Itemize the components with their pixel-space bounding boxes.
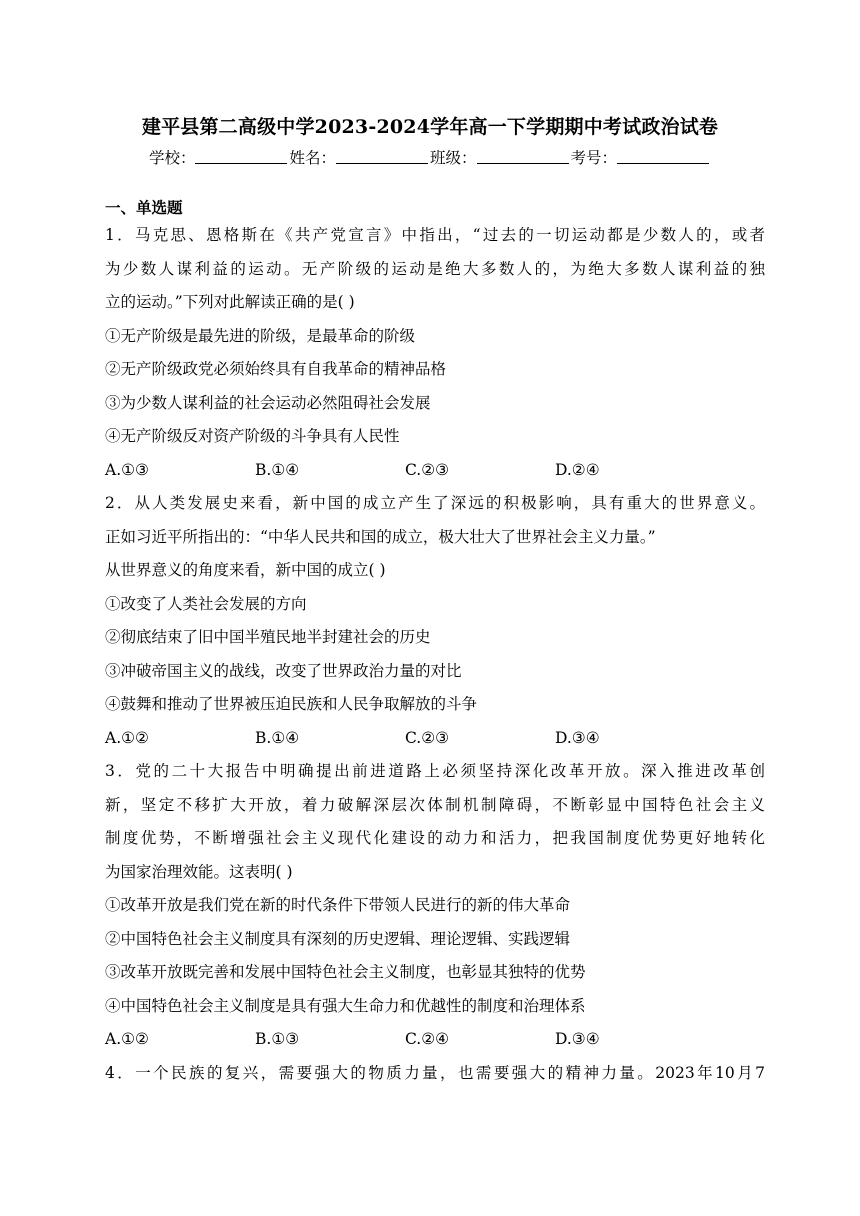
question-2 — [105, 487, 765, 755]
option-d[interactable]: D.②④ — [555, 460, 600, 479]
statement-item: ②无产阶级政党必须始终具有自我革命的精神品格 — [105, 360, 447, 378]
question-stem-line: 从世界意义的角度来看，新中国的成立( ) — [105, 561, 386, 579]
section-heading: 一、单选题 — [105, 198, 183, 217]
statement-item: ①改革开放是我们党在新的时代条件下带领人民进行的新的伟大革命 — [105, 896, 571, 914]
option-d[interactable]: D.③④ — [555, 1030, 600, 1048]
statement-item: ④鼓舞和推动了世界被压迫民族和人民争取解放的斗争 — [105, 695, 478, 713]
question-stem-line: 为国家治理效能。这表明( ) — [105, 862, 293, 881]
exam-number-blank[interactable] — [617, 149, 709, 164]
name-label: 姓名： — [289, 149, 336, 167]
statement-item: ②中国特色社会主义制度具有深刻的历史逻辑、理论逻辑、实践逻辑 — [105, 929, 571, 948]
question-stem-line: 2．从人类发展史来看，新中国的成立产生了深远的积极影响，具有重大的世界意义。 — [105, 494, 765, 512]
option-a[interactable]: A.①③ — [105, 460, 149, 479]
question-stem-line: 3．党的二十大报告中明确提出前进道路上必须坚持深化改革开放。深入推进改革创 — [105, 762, 765, 780]
school-blank[interactable] — [195, 149, 287, 164]
question-stem-line: 立的运动。”下列对此解读正确的是( ) — [105, 293, 355, 311]
option-a[interactable]: A.①② — [105, 728, 149, 747]
name-blank[interactable] — [336, 149, 428, 164]
statement-item: ④无产阶级反对资产阶级的斗争具有人民性 — [105, 427, 400, 445]
option-c[interactable]: C.②③ — [405, 728, 450, 747]
question-3 — [105, 755, 765, 1057]
option-a[interactable]: A.①② — [105, 1030, 149, 1048]
question-1 — [105, 219, 765, 487]
option-c[interactable]: C.②④ — [405, 1030, 450, 1048]
question-stem-line: 新，坚定不移扩大开放，着力破解深层次体制机制障碍，不断彰显中国特色社会主义 — [105, 795, 765, 814]
question-stem-line: 1．马克思、恩格斯在《共产党宣言》中指出，“过去的一切运动都是少数人的，或者 — [105, 226, 765, 244]
school-label: 学校： — [148, 149, 196, 167]
student-info-line — [0, 146, 860, 168]
statement-item: ④中国特色社会主义制度是具有强大生命力和优越性的制度和治理体系 — [105, 996, 586, 1015]
option-b[interactable]: B.①③ — [255, 1030, 300, 1048]
class-blank[interactable] — [477, 149, 569, 164]
question-list — [105, 219, 765, 1090]
statement-item: ③为少数人谋利益的社会运动必然阻碍社会发展 — [105, 393, 431, 412]
page-title: 建平县第二高级中学2023-2024学年高一下学期期中考试政治试卷 — [141, 116, 719, 138]
option-b[interactable]: B.①④ — [255, 460, 300, 479]
statement-item: ③改革开放既完善和发展中国特色社会主义制度，也彰显其独特的优势 — [105, 963, 586, 981]
statement-item: ①改变了人类社会发展的方向 — [105, 594, 307, 613]
question-stem-line: 为少数人谋利益的运动。无产阶级的运动是绝大多数人的，为绝大多数人谋利益的独 — [105, 259, 765, 278]
statement-item: ③冲破帝国主义的战线，改变了世界政治力量的对比 — [105, 661, 462, 680]
option-d[interactable]: D.③④ — [555, 728, 600, 747]
exam-number-label: 考号： — [570, 149, 618, 167]
option-c[interactable]: C.②③ — [405, 460, 450, 479]
class-label: 班级： — [430, 149, 477, 167]
answer-options — [105, 454, 765, 488]
question-4 — [105, 1057, 765, 1091]
statement-item: ②彻底结束了旧中国半殖民地半封建社会的历史 — [105, 628, 431, 646]
answer-options — [105, 722, 765, 756]
statement-item: ①无产阶级是最先进的阶级，是最革命的阶级 — [105, 326, 416, 345]
question-stem-line: 制度优势，不断增强社会主义现代化建设的动力和活力，把我国制度优势更好地转化 — [105, 829, 765, 847]
question-stem-line: 正如习近平所指出的：“中华人民共和国的成立，极大壮大了世界社会主义力量。” — [105, 527, 656, 546]
option-b[interactable]: B.①④ — [255, 728, 300, 747]
answer-options — [105, 1023, 765, 1057]
question-stem-line: 4．一个民族的复兴，需要强大的物质力量，也需要强大的精神力量。2023年10月7 — [105, 1063, 765, 1082]
